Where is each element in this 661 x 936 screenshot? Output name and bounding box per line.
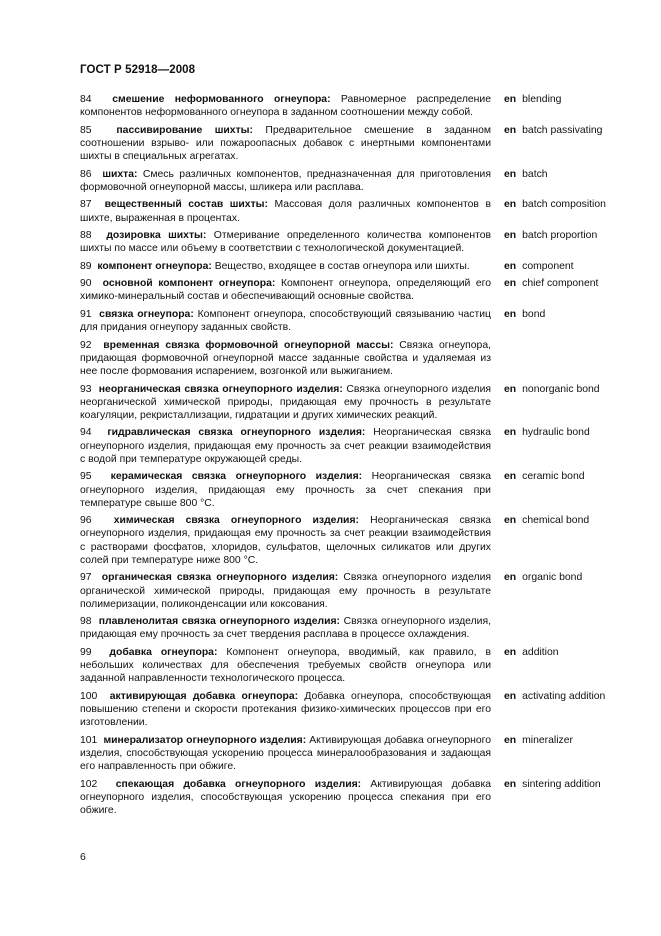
- entry-definition: [80, 646, 491, 686]
- entry-definition: [80, 308, 491, 334]
- entry-definition: [80, 168, 491, 194]
- english-term: batch composition: [522, 199, 606, 211]
- language-tag: en: [504, 690, 517, 702]
- entry-text: Смесь различных компонентов, предназначенная для приготовления формовочной огнеупорной массы, шликера или расплава.: [80, 168, 491, 193]
- entry-definition: [80, 383, 491, 423]
- entry-english: [504, 93, 561, 106]
- entry-definition: [80, 426, 491, 466]
- entry-definition: [80, 124, 491, 164]
- entry-definition: [80, 93, 491, 119]
- entry-text: Вещество, входящее в состав огнеупора или шихты.: [214, 260, 470, 272]
- glossary-entry: [80, 734, 620, 774]
- glossary-entry: [80, 514, 620, 567]
- glossary-entry: [80, 198, 620, 224]
- entry-term: временная связка формовочной огнеупорной массы:: [103, 339, 394, 351]
- entry-english: [504, 778, 601, 791]
- entry-english: [504, 426, 590, 439]
- glossary-entry: [80, 470, 620, 510]
- language-tag: en: [504, 230, 517, 242]
- entry-text: Связка огнеупора, придающая формовочной огнеупорной массе заданные свойства и удаляемая из нее после формования испарением, возгонкой или выжиганием.: [80, 339, 491, 378]
- entry-english: [504, 690, 605, 703]
- language-tag: en: [504, 471, 517, 483]
- english-term: ceramic bond: [522, 471, 585, 483]
- entry-english: [504, 168, 548, 181]
- entry-term: керамическая связка огнеупорного изделия:: [110, 471, 363, 483]
- entry-english: [504, 124, 602, 137]
- language-tag: en: [504, 124, 517, 136]
- entry-english: [504, 514, 589, 527]
- entry-text: Массовая доля различных компонентов в шихте, выраженная в процентах.: [80, 199, 491, 224]
- entry-english: [504, 571, 582, 584]
- entry-text: Предварительное смешение в заданном соотношении взрыво- или пожароопасных добавок с инертными компонентами шихты в специальных агрегатах.: [80, 124, 491, 163]
- english-term: component: [522, 260, 574, 272]
- entry-term: активирующая добавка огнеупора:: [109, 690, 299, 702]
- entry-number: 99: [80, 646, 92, 658]
- entry-definition: [80, 514, 491, 567]
- entry-term: основной компонент огнеупора:: [102, 278, 276, 290]
- entry-text: Отмеривание определенного количества компонентов шихты по массе или объему в соответствии с технологической документацией.: [80, 230, 492, 255]
- glossary-entry: [80, 229, 620, 255]
- glossary-entry: [80, 124, 620, 164]
- entry-text: Связка огнеупорного изделия неорганической химической природы, придающая ему прочность в результате коагуляции, рекристаллизации, гидратации и других химических реакций.: [80, 383, 491, 421]
- entry-number: 88: [80, 230, 92, 242]
- language-tag: en: [504, 94, 517, 105]
- glossary-entry: [80, 383, 620, 423]
- entry-english: [504, 277, 598, 290]
- entry-text: Равномерное распределение компонентов неформованного огнеупора в заданном соотношении между собой.: [80, 94, 491, 119]
- language-tag: en: [504, 515, 517, 527]
- document-header: ГОСТ Р 52918—2008: [80, 64, 196, 76]
- entry-english: [504, 260, 574, 273]
- entry-definition: [80, 571, 491, 611]
- entry-number: 102: [80, 778, 98, 790]
- entry-number: 101: [80, 734, 98, 746]
- entry-english: [504, 229, 597, 242]
- entry-number: 94: [80, 427, 92, 439]
- entry-number: 91: [80, 308, 92, 320]
- glossary-entry: [80, 690, 620, 730]
- english-term: batch: [522, 168, 548, 180]
- entry-number: 89: [80, 260, 92, 272]
- entry-definition: [80, 778, 491, 818]
- glossary-entry: [80, 168, 620, 194]
- entry-text: Неорганическая связка огнеупорного изделия, придающая ему прочность за счет реакции взаимодействия с водой при температуре окружающей среды.: [80, 427, 491, 465]
- entry-english: [504, 383, 600, 396]
- entry-number: 93: [80, 383, 92, 395]
- entry-number: 92: [80, 339, 92, 351]
- entry-text: Активирующая добавка огнеупорного изделия, способствующая ускорению процесса спекания при его обжиге.: [80, 778, 492, 817]
- entry-term: неорганическая связка огнеупорного изделия:: [98, 383, 343, 395]
- entry-term: шихта:: [102, 168, 138, 180]
- language-tag: en: [504, 646, 517, 658]
- entry-text: Компонент огнеупора, способствующий связыванию частиц для придания огнеупору заданных свойств.: [80, 308, 492, 334]
- entry-number: 84: [80, 94, 92, 105]
- entry-text: Компонент огнеупора, вводимый, как правило, в небольших количествах для обеспечения требуемых свойств огнеупора или заданной направленности технологического процесса.: [80, 646, 491, 685]
- entry-number: 97: [80, 572, 92, 584]
- glossary-entry: [80, 93, 620, 119]
- entry-english: [504, 646, 559, 659]
- entry-text: Связка огнеупорного изделия, придающая ему прочность за счет твердения расплава в процессе охлаждения.: [80, 616, 491, 641]
- language-tag: en: [504, 778, 517, 790]
- entry-definition: [80, 470, 491, 510]
- entry-english: [504, 308, 545, 321]
- entry-term: плавленолитая связка огнеупорного изделия:: [98, 616, 341, 628]
- entry-definition: [80, 277, 491, 303]
- entry-english: [504, 198, 606, 211]
- glossary-entry: [80, 260, 620, 273]
- entry-definition: [80, 260, 491, 273]
- english-term: nonorganic bond: [522, 383, 600, 395]
- entry-text: Компонент огнеупора, определяющий его химико-минеральный состав и обеспечивающий основные свойства.: [80, 278, 491, 303]
- entry-term: гидравлическая связка огнеупорного изделия:: [107, 427, 366, 439]
- entry-term: вещественный состав шихты:: [104, 199, 269, 211]
- entry-term: смешение неформованного огнеупора:: [112, 94, 331, 105]
- language-tag: en: [504, 199, 517, 211]
- entry-text: Неорганическая связка огнеупорного изделия, придающая ему прочность за счет реакции взаимодействия с растворами фосфатов, хлоридов, сульфатов, щелочных силикатов или других солей при температуре ниже 800 °С.: [80, 515, 492, 566]
- entry-number: 96: [80, 515, 92, 527]
- entry-term: компонент огнеупора:: [97, 260, 212, 272]
- language-tag: en: [504, 383, 517, 395]
- entry-number: 100: [80, 690, 98, 702]
- entry-number: 87: [80, 199, 92, 211]
- entry-definition: [80, 198, 491, 224]
- english-term: bond: [522, 308, 546, 320]
- glossary-entry: [80, 308, 620, 334]
- entry-number: 98: [80, 616, 92, 628]
- entry-text: Неорганическая связка огнеупорного изделия, придающая ему прочность за счет спекания при температуре свыше 800 °С.: [80, 471, 492, 509]
- english-term: batch proportion: [522, 230, 598, 242]
- entry-number: 95: [80, 471, 92, 483]
- english-term: hydraulic bond: [522, 427, 590, 439]
- entry-definition: [80, 734, 491, 774]
- entry-term: связка огнеупора:: [99, 308, 194, 320]
- english-term: addition: [522, 646, 559, 658]
- entry-term: добавка огнеупора:: [109, 646, 218, 658]
- glossary-entries: [80, 93, 620, 822]
- entry-number: 85: [80, 124, 92, 136]
- english-term: activating addition: [522, 690, 606, 702]
- language-tag: en: [504, 734, 517, 746]
- language-tag: en: [504, 278, 517, 290]
- english-term: chemical bond: [522, 515, 590, 527]
- glossary-entry: [80, 615, 620, 641]
- entry-term: химическая связка огнеупорного изделия:: [113, 515, 359, 527]
- glossary-entry: [80, 571, 620, 611]
- entry-definition: [80, 690, 491, 730]
- entry-term: пассивирование шихты:: [116, 124, 253, 136]
- entry-text: Добавка огнеупора, способствующая повышению степени и скорости протекания физико-химических процессов при его изготовлении.: [80, 690, 491, 729]
- entry-term: органическая связка огнеупорного изделия:: [101, 572, 339, 584]
- language-tag: en: [504, 168, 517, 180]
- language-tag: en: [504, 572, 517, 584]
- entry-number: 86: [80, 168, 92, 180]
- glossary-entry: [80, 277, 620, 303]
- entry-number: 90: [80, 278, 92, 290]
- entry-text: Связка огнеупорного изделия органической химической природы, придающая ему прочность в результате полимеризации, поликонденсации или коксования.: [80, 572, 492, 610]
- entry-definition: [80, 615, 491, 641]
- entry-english: [504, 734, 573, 747]
- english-term: mineralizer: [522, 734, 573, 746]
- glossary-entry: [80, 646, 620, 686]
- english-term: blending: [522, 94, 562, 105]
- language-tag: en: [504, 427, 517, 439]
- entry-text: Активирующая добавка огнеупорного изделия, способствующая ускорению процесса минералообразования и задающая его направленность при обжиге.: [80, 734, 491, 773]
- language-tag: en: [504, 308, 517, 320]
- language-tag: en: [504, 260, 517, 272]
- entry-term: спекающая добавка огнеупорного изделия:: [115, 778, 362, 790]
- english-term: chief component: [522, 278, 599, 290]
- entry-english: [504, 470, 585, 483]
- english-term: sintering addition: [522, 778, 601, 790]
- english-term: batch passivating: [522, 124, 603, 136]
- entry-term: дозировка шихты:: [106, 230, 207, 242]
- entry-term: минерализатор огнеупорного изделия:: [103, 734, 307, 746]
- entry-definition: [80, 229, 491, 255]
- glossary-entry: [80, 426, 620, 466]
- english-term: organic bond: [522, 572, 583, 584]
- entry-definition: [80, 339, 491, 379]
- page-number: 6: [80, 852, 86, 863]
- glossary-entry: [80, 778, 620, 818]
- glossary-entry: [80, 339, 620, 379]
